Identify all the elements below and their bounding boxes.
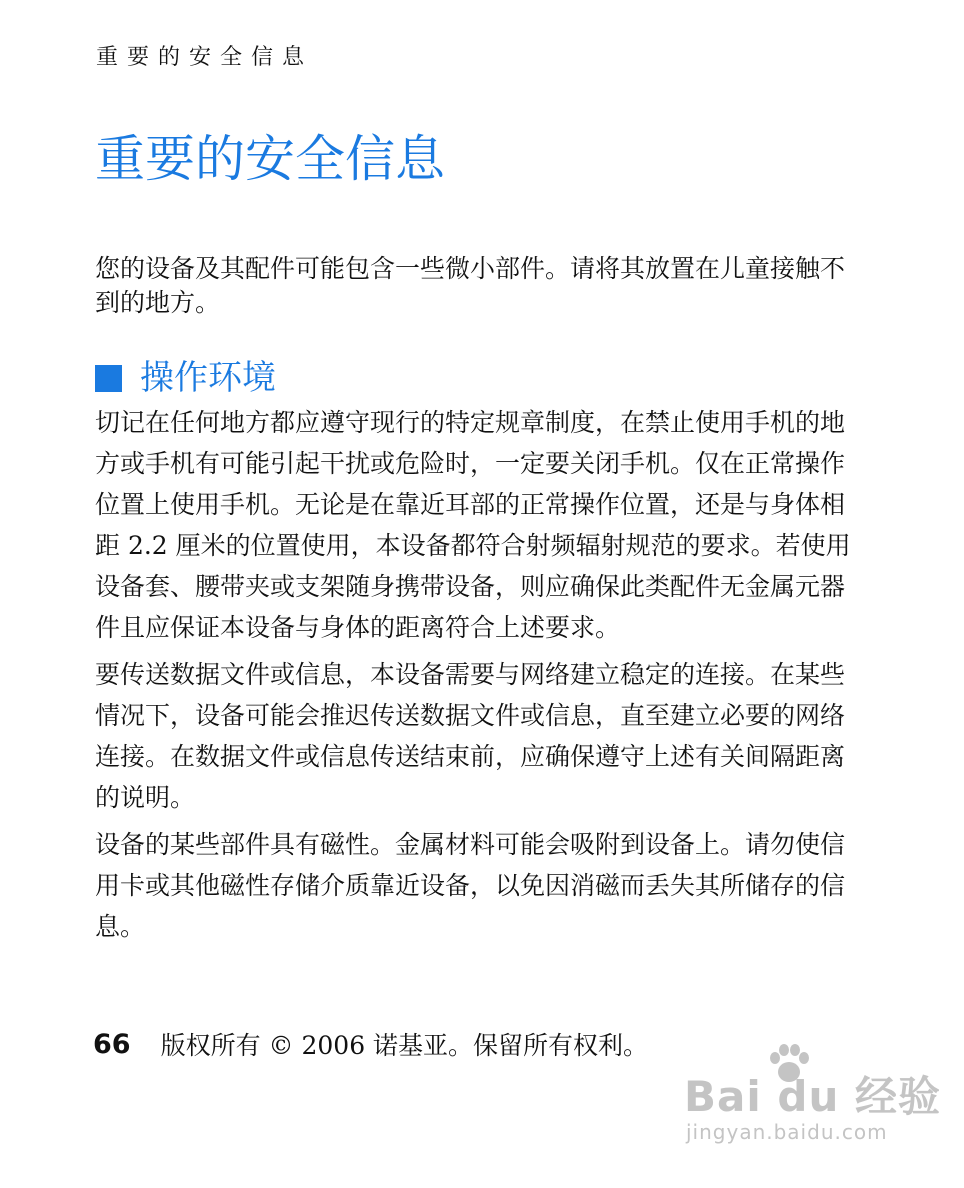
- watermark-brand: Bai du 经验: [684, 1072, 941, 1121]
- section-heading: [95, 356, 276, 400]
- page-footer: [93, 1024, 648, 1064]
- body-paragraph: 要传送数据文件或信息，本设备需要与网络建立稳定的连接。在某些情况下，设备可能会推迟传送数据文件或信息，直至建立必要的网络连接。在数据文件或信息传送结束前，应确保遵守上述有关间隔距离的说明。: [95, 660, 846, 812]
- blue-square-icon: [95, 365, 122, 392]
- intro-paragraph: 您的设备及其配件可能包含一些微小部件。请将其放置在儿童接触不到的地方。: [95, 254, 846, 317]
- running-header: 重要的安全信息: [96, 45, 314, 70]
- body-paragraph: 切记在任何地方都应遵守现行的特定规章制度，在禁止使用手机的地方或手机有可能引起干扰或危险时，一定要关闭手机。仅在正常操作位置上使用手机。无论是在靠近耳部的正常操作位置，还是与身体相距 2.2 厘米的位置使用，本设备都符合射频辐射规范的要求。若使用设备套、腰带夹或支架随身携带设备，则应确保此类配件无金属元器件且应保证本设备与身体的距离符合上述要求。: [95, 408, 851, 642]
- section-title: 操作环境: [140, 358, 276, 398]
- body-paragraph: 设备的某些部件具有磁性。金属材料可能会吸附到设备上。请勿使信用卡或其他磁性存储介质靠近设备，以免因消磁而丢失其所储存的信息。: [95, 830, 846, 941]
- watermark-url: jingyan.baidu.com: [686, 1120, 888, 1144]
- page-number: 66: [93, 1028, 131, 1060]
- baidu-jingyan-watermark: [684, 1044, 941, 1154]
- section-body: [95, 402, 865, 953]
- page-title: 重要的安全信息: [95, 130, 445, 188]
- copyright-notice: 版权所有 © 2006 诺基亚。保留所有权利。: [160, 1031, 649, 1060]
